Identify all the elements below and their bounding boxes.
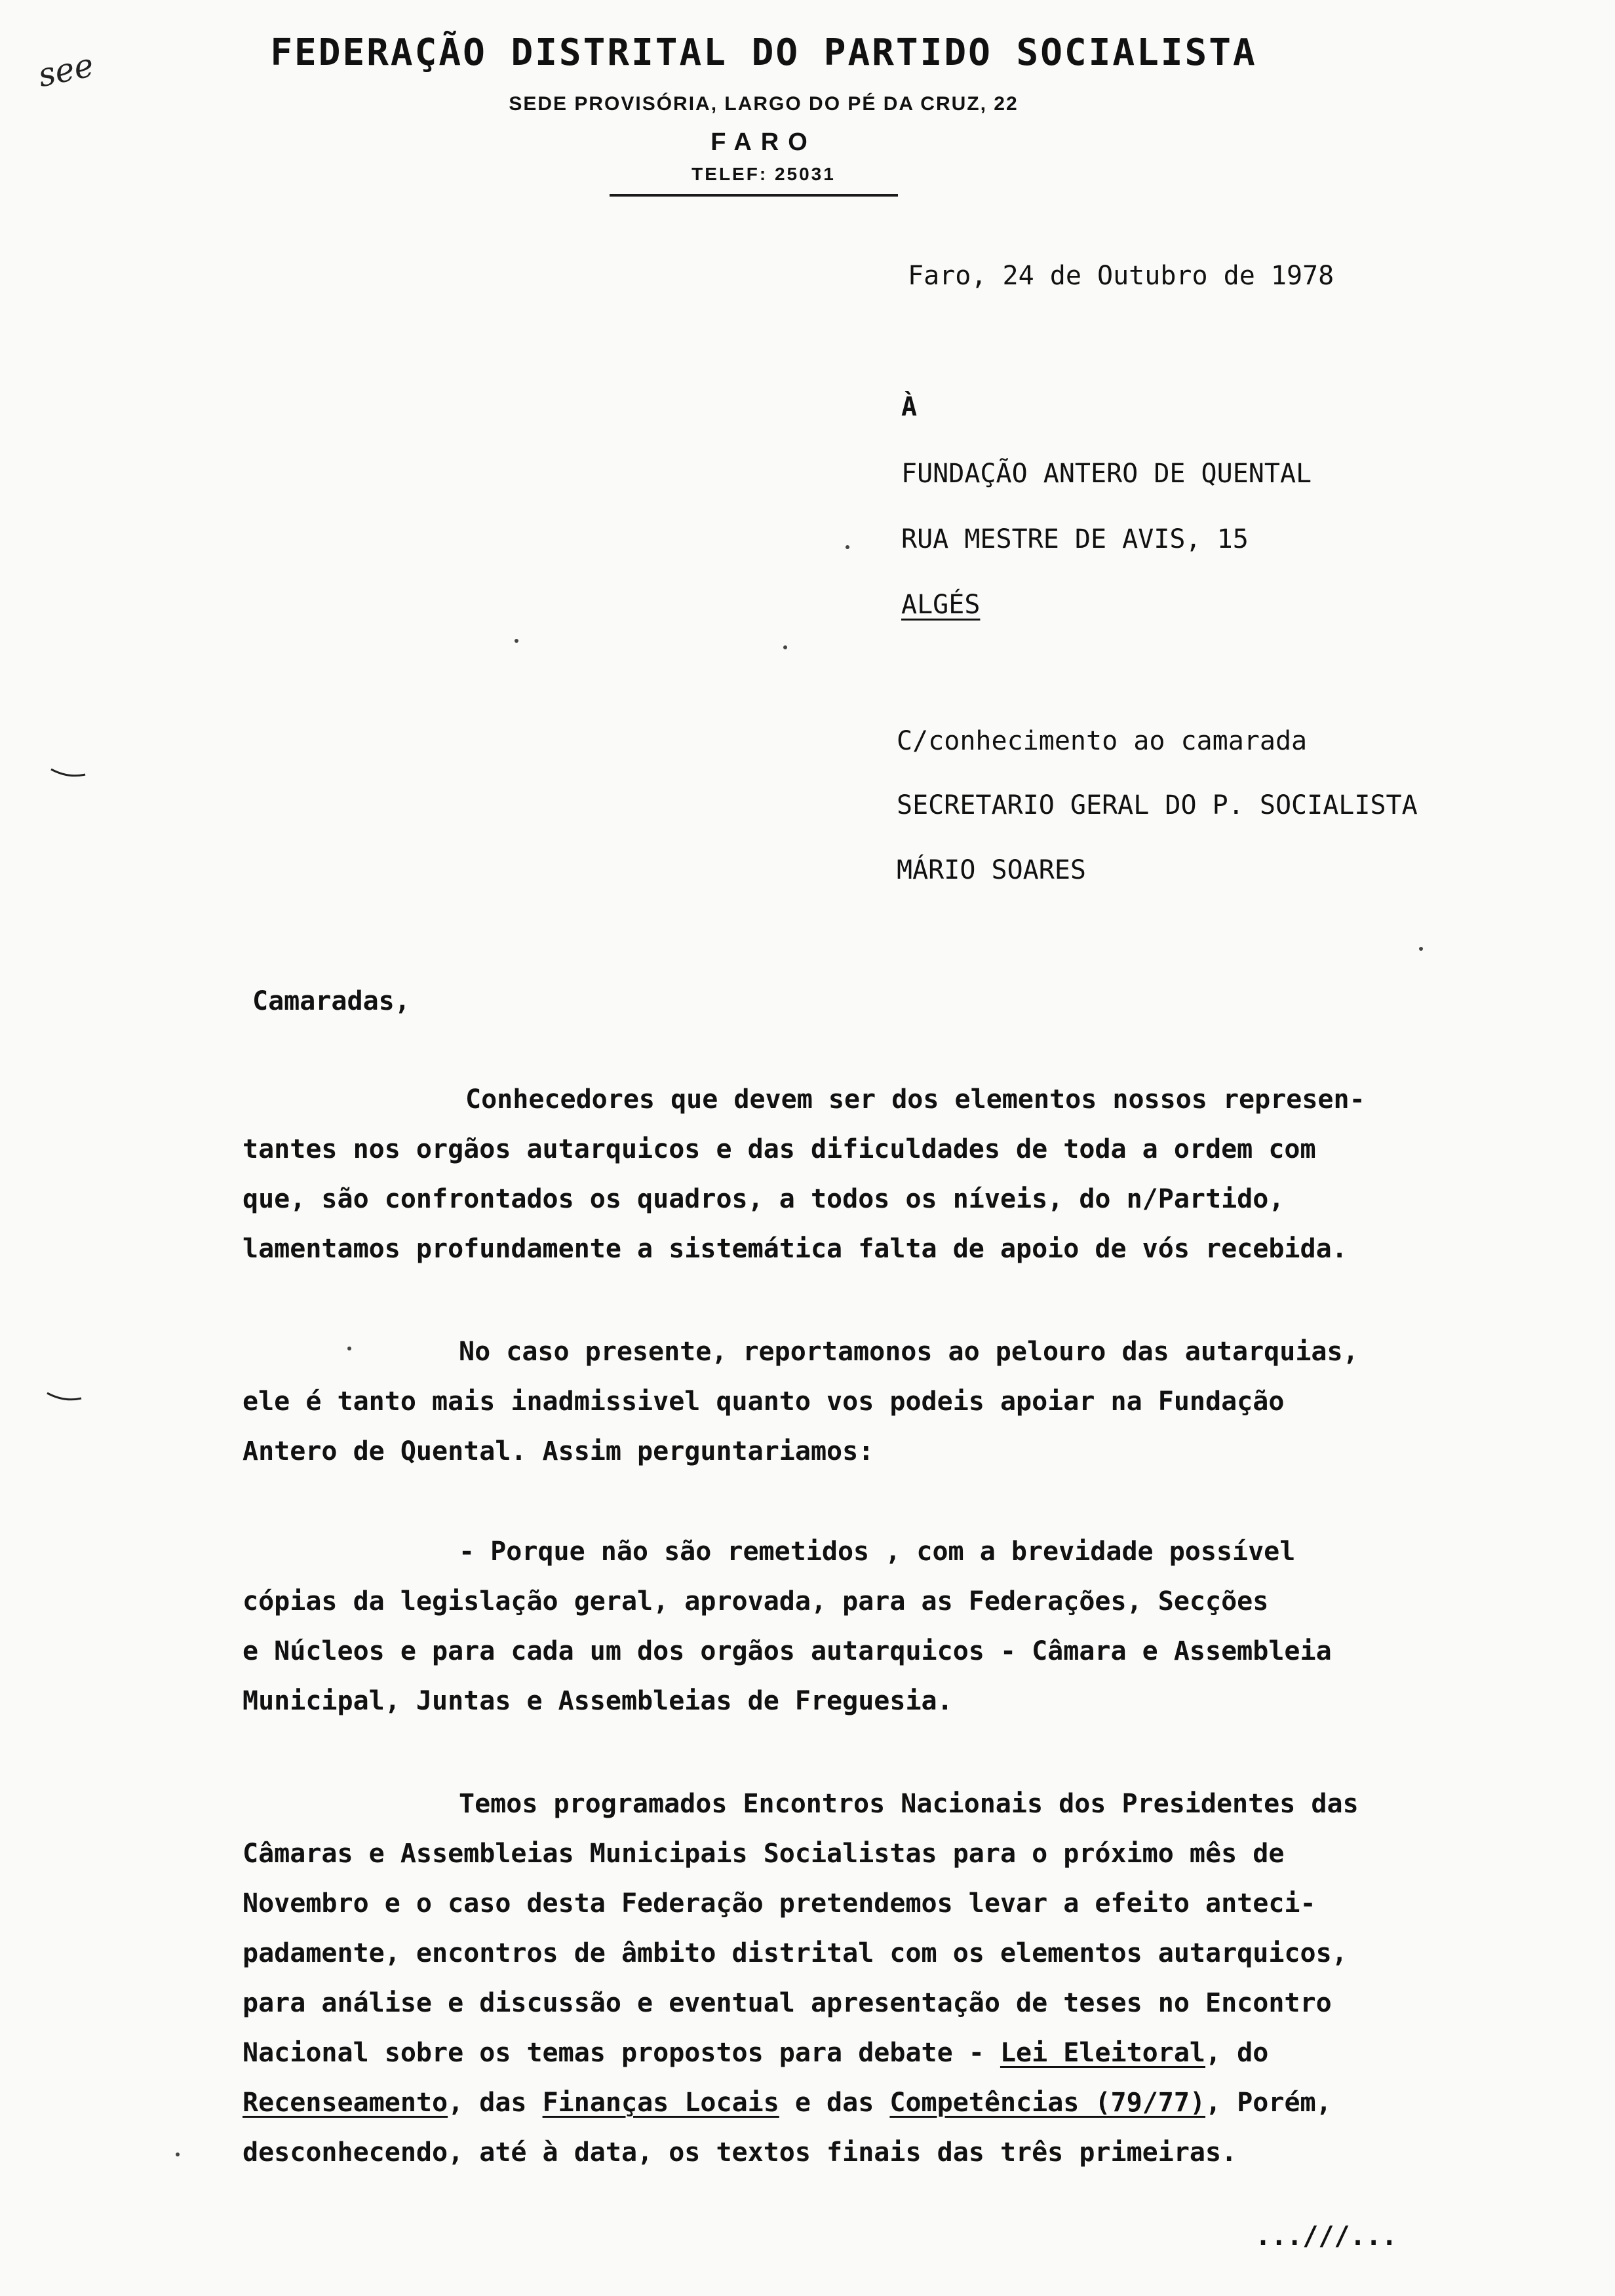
recipient-organization: FUNDAÇÃO ANTERO DE QUENTAL bbox=[901, 459, 1312, 489]
text-fragment: , Porém, bbox=[1205, 2088, 1332, 2118]
paragraph-line: Conhecedores que devem ser dos elementos nossos represen- bbox=[465, 1084, 1365, 1115]
underlined-topic: Competências (79/77) bbox=[889, 2088, 1206, 2118]
letterhead-address: SEDE PROVISÓRIA, LARGO DO PÉ DA CRUZ, 22 bbox=[509, 93, 1019, 115]
underlined-topic: Recenseamento bbox=[243, 2088, 448, 2118]
paragraph-line: lamentamos profundamente a sistemática falta de apoio de vós recebida. bbox=[243, 1234, 1348, 1264]
speck bbox=[846, 545, 849, 549]
paragraph-line: Antero de Quental. Assim perguntariamos: bbox=[243, 1436, 874, 1466]
text-fragment: Nacional sobre os temas propostos para debate - bbox=[243, 2038, 1000, 2068]
paragraph-3 bbox=[243, 1527, 1488, 1726]
paragraph-1 bbox=[243, 1075, 1488, 1274]
paragraph-line: cópias da legislação geral, aprovada, para as Federações, Secções bbox=[243, 1586, 1269, 1617]
recipient-street: RUA MESTRE DE AVIS, 15 bbox=[901, 524, 1249, 554]
paragraph-line bbox=[243, 2078, 1488, 2128]
paragraph-line: ele é tanto mais inadmissivel quanto vos podeis apoiar na Fundação bbox=[243, 1387, 1285, 1417]
paragraph-line: desconhecendo, até à data, os textos finais das três primeiras. bbox=[243, 2137, 1237, 2168]
cc-line: MÁRIO SOARES bbox=[897, 855, 1086, 885]
paragraph-2 bbox=[243, 1327, 1488, 1476]
margin-mark bbox=[50, 767, 87, 778]
letterhead-phone: TELEF: 25031 bbox=[691, 164, 836, 184]
paragraph-line: e Núcleos e para cada um dos orgãos autarquicos - Câmara e Assembleia bbox=[243, 1636, 1332, 1666]
paragraph-line: Novembro e o caso desta Federação pretendemos levar a efeito anteci- bbox=[243, 1888, 1316, 1919]
letterhead-title: FEDERAÇÃO DISTRITAL DO PARTIDO SOCIALISTA bbox=[270, 31, 1257, 74]
paragraph-line: que, são confrontados os quadros, a todos os níveis, do n/Partido, bbox=[243, 1184, 1285, 1214]
underlined-topic: Lei Eleitoral bbox=[1000, 2038, 1206, 2068]
text-fragment: e das bbox=[779, 2088, 890, 2118]
paragraph-line: Temos programados Encontros Nacionais dos Presidentes das bbox=[459, 1789, 1359, 1819]
speck bbox=[515, 639, 518, 643]
text-fragment: , das bbox=[448, 2088, 543, 2118]
paragraph-line: Câmaras e Assembleias Municipais Socialistas para o próximo mês de bbox=[243, 1839, 1285, 1869]
speck bbox=[1419, 947, 1423, 951]
paragraph-line: Municipal, Juntas e Assembleias de Freguesia. bbox=[243, 1686, 953, 1716]
speck bbox=[176, 2152, 180, 2156]
speck bbox=[347, 1347, 351, 1350]
paragraph-line: No caso presente, reportamonos ao pelouro das autarquias, bbox=[459, 1337, 1359, 1367]
handwritten-annotation: see bbox=[34, 45, 97, 95]
underlined-topic: Finanças Locais bbox=[542, 2088, 779, 2118]
cc-line: SECRETARIO GERAL DO P. SOCIALISTA bbox=[897, 790, 1418, 820]
speck bbox=[783, 645, 787, 649]
letter-date: Faro, 24 de Outubro de 1978 bbox=[908, 261, 1334, 291]
recipient-city: ALGÉS bbox=[901, 590, 981, 620]
paragraph-line: para análise e discussão e eventual apresentação de teses no Encontro bbox=[243, 1988, 1332, 2018]
text-fragment: , do bbox=[1205, 2038, 1269, 2068]
recipient-prefix: À bbox=[901, 392, 918, 422]
letterhead-city: FARO bbox=[710, 128, 817, 156]
paragraph-4 bbox=[243, 1779, 1488, 2177]
paragraph-line: tantes nos orgãos autarquicos e das dificuldades de toda a ordem com bbox=[243, 1134, 1316, 1164]
paragraph-line: - Porque não são remetidos , com a brevidade possível bbox=[459, 1537, 1296, 1567]
salutation: Camaradas, bbox=[252, 986, 410, 1016]
paragraph-line bbox=[243, 2028, 1488, 2078]
letterhead-rule bbox=[610, 194, 898, 197]
cc-line: C/conhecimento ao camarada bbox=[897, 726, 1308, 756]
margin-mark bbox=[46, 1390, 83, 1402]
continuation-mark: ...///... bbox=[1255, 2221, 1397, 2251]
paragraph-line: padamente, encontros de âmbito distrital com os elementos autarquicos, bbox=[243, 1938, 1348, 1968]
